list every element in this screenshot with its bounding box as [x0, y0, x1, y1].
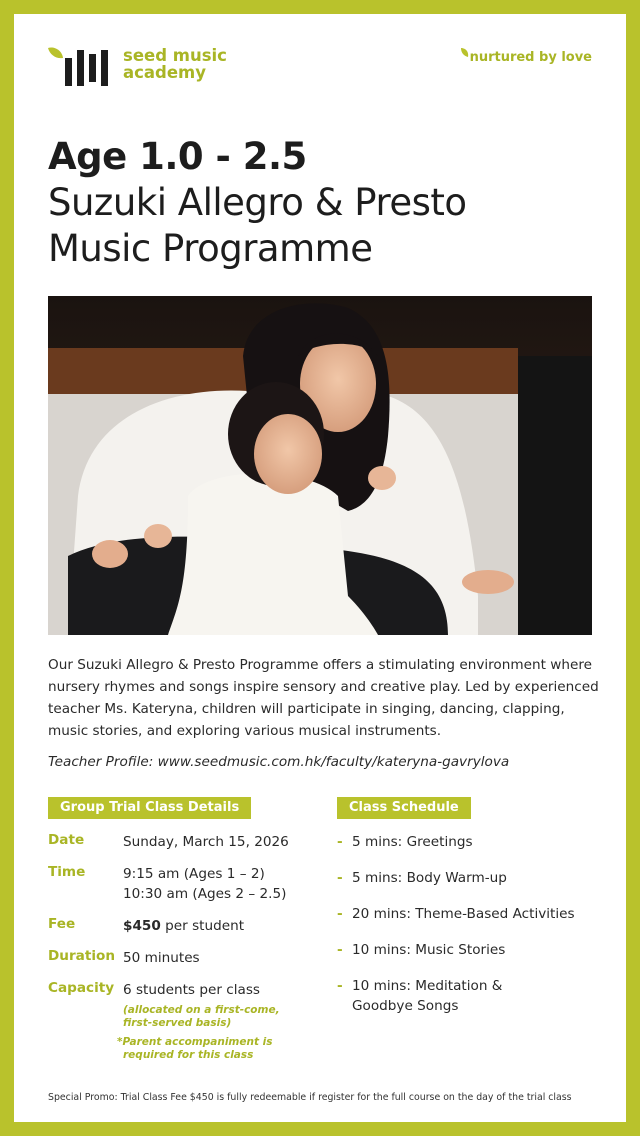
dash-bullet: - [337, 870, 343, 886]
time-label: Time [48, 864, 86, 880]
schedule-item [337, 904, 607, 924]
logo-wordmark [123, 47, 227, 81]
schedule-item [337, 940, 607, 960]
intro-paragraph: Our Suzuki Allegro & Presto Programme offers a stimulating environment where nursery rhymes and songs inspire sensory and creative play. Led by experienced teacher Ms. Kateryna, children will participate in singing, dancing, clapping, music stories, and exploring various musical instruments. [48, 657, 599, 739]
fee-suffix: per student [160, 918, 245, 934]
schedule-item-text: 10 mins: Meditation & [352, 978, 503, 994]
schedule-item-text: 10 mins: Music Stories [352, 942, 506, 958]
flyer-card [14, 14, 626, 1122]
parent-note [117, 1036, 318, 1062]
fee-row [48, 916, 318, 936]
schedule-item [337, 832, 607, 852]
duration-value: 50 minutes [123, 950, 200, 966]
fee-label: Fee [48, 916, 76, 932]
tagline [461, 50, 592, 65]
capacity-note-line-2: first-served basis) [123, 1017, 232, 1029]
trial-class-details [48, 832, 318, 1062]
dash-bullet: - [337, 906, 343, 922]
capacity-note-line-1: (allocated on a first-come, [123, 1004, 280, 1016]
tagline-text: nurtured by love [469, 50, 592, 65]
time-value-1: 9:15 am (Ages 1 – 2) [123, 866, 265, 882]
dash-bullet: - [337, 834, 343, 850]
schedule-item [337, 868, 607, 888]
parent-note-line-2: required for this class [123, 1049, 254, 1061]
seed-music-logo[interactable] [48, 46, 248, 92]
teacher-profile-link[interactable]: Teacher Profile: www.seedmusic.com.hk/faculty/kateryna-gavrylova [48, 754, 510, 770]
special-promo: Special Promo: Trial Class Fee $450 is fully redeemable if register for the full course on the day of the trial class [48, 1092, 572, 1103]
capacity-label: Capacity [48, 980, 115, 996]
dash-bullet: - [337, 978, 343, 994]
time-row [48, 864, 318, 904]
schedule-item-text: 5 mins: Body Warm-up [352, 870, 507, 886]
duration-row [48, 948, 318, 968]
duration-label: Duration [48, 948, 116, 964]
capacity-value: 6 students per class [123, 982, 260, 998]
schedule-item-text-2: Goodbye Songs [352, 998, 459, 1014]
leaf-icon [461, 48, 469, 58]
schedule-item-text: 5 mins: Greetings [352, 834, 473, 850]
date-row [48, 832, 318, 852]
schedule-header: Class Schedule [349, 800, 459, 815]
capacity-note [123, 1004, 318, 1030]
schedule-item-text: 20 mins: Theme-Based Activities [352, 906, 575, 922]
fee-amount: $450 [123, 918, 161, 934]
class-schedule [337, 832, 607, 1032]
logo-line-2: academy [123, 63, 206, 82]
parent-note-line-1: *Parent accompaniment is [117, 1036, 273, 1048]
details-header: Group Trial Class Details [60, 800, 240, 815]
schedule-header-badge [337, 797, 471, 819]
photo-illustration [48, 296, 592, 635]
time-value-2: 10:30 am (Ages 2 – 2.5) [123, 886, 287, 902]
title-line-2: Music Programme [48, 227, 373, 270]
details-header-badge [48, 797, 251, 819]
title-line-1: Suzuki Allegro & Presto [48, 181, 467, 224]
logo-line-1: seed music [123, 46, 227, 65]
dash-bullet: - [337, 942, 343, 958]
age-range: Age 1.0 - 2.5 [48, 135, 307, 178]
schedule-item [337, 976, 607, 1016]
seed-logo-icon [48, 46, 118, 92]
date-label: Date [48, 832, 85, 848]
date-value: Sunday, March 15, 2026 [123, 834, 289, 850]
capacity-row [48, 980, 318, 1062]
teacher-with-toddler-photo [48, 296, 592, 635]
page-heading [48, 134, 608, 272]
